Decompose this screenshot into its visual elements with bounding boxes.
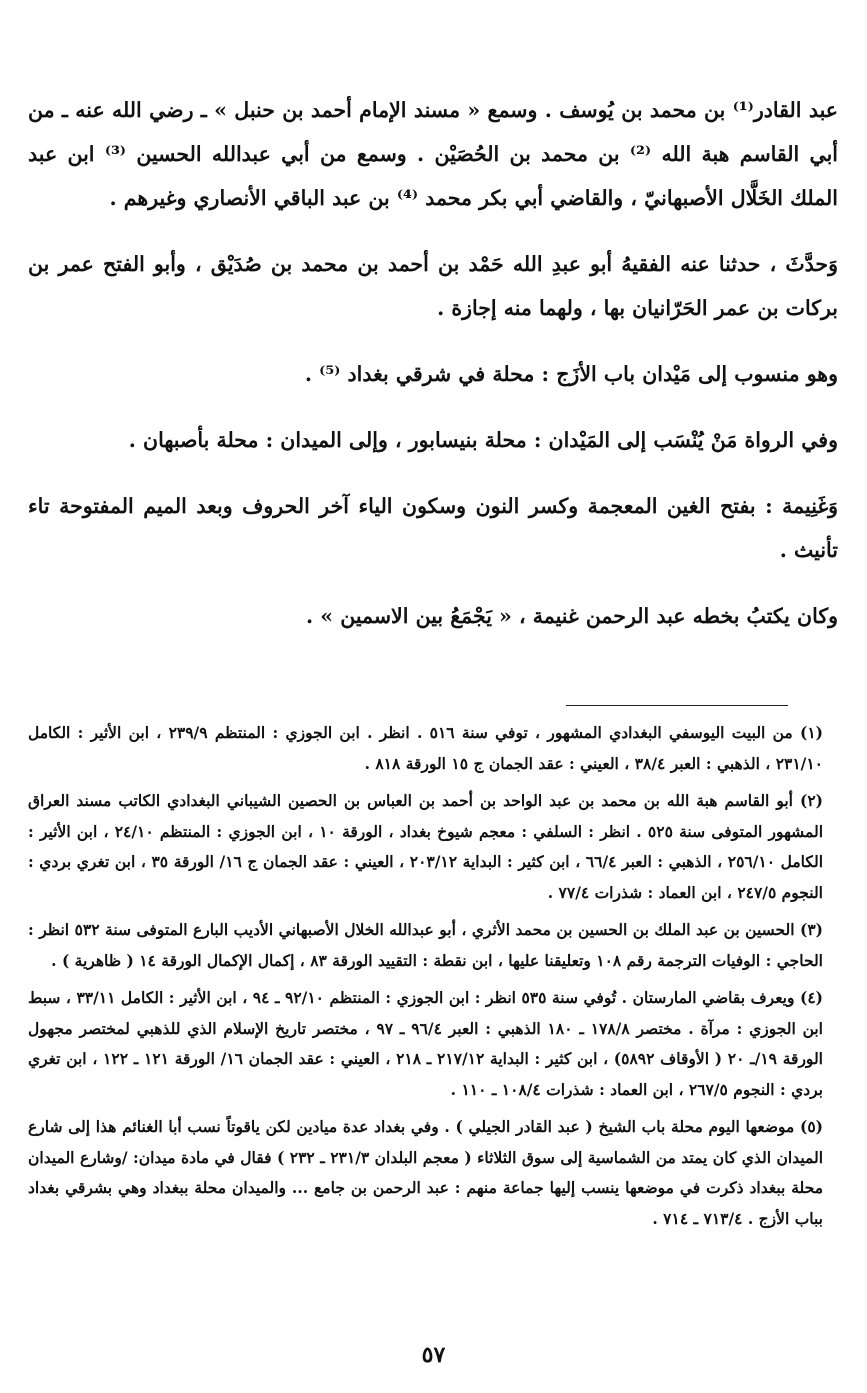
footnotes — [28, 718, 823, 1241]
paragraph: وَحدَّثَ ، حدثنا عنه الفقيهُ أبو عبدِ الله حَمْد بن أحمد بن محمد بن صُدَيْق ، وأبو الفتح عمر بن بركات بن عمر الحَرّانيان بها ، ولهما منه إجازة . — [28, 252, 838, 320]
paragraph: عبد القادر⁽¹⁾ بن محمد بن يُوسف . وسمع « مسند الإمام أحمد بن حنبل » ـ رضي الله عنه ـ من أبي القاسم هبة الله ⁽²⁾ بن محمد بن الحُصَيْن . وسمع من أبي عبدالله الحسين ⁽³⁾ ابن عبد الملك الخَلَّال الأصبهانيّ ، والقاضي أبي بكر محمد ⁽⁴⁾ بن عبد الباقي الأنصاري وغيرهم . — [28, 98, 838, 210]
footnote: (٣) الحسين بن عبد الملك بن الحسين بن محمد الأثري ، أبو عبدالله الخلال الأصبهاني الأديب البارع المتوفى سنة ٥٣٢ انظر : الحاجي : الوفيات الترجمة رقم ١٠٨ وتعليقنا عليها ، ابن نقطة : التقييد الورقة ٨٣ ، إكمال الإكمال الورقة ١٤ ( ظاهرية ) . — [28, 920, 823, 970]
footnote-divider — [566, 705, 788, 706]
paragraph: وهو منسوب إلى مَيْدان باب الأزَج : محلة في شرقي بغداد ⁽⁵⁾ . — [304, 362, 838, 386]
footnote: (٤) ويعرف بقاضي المارستان . تُوفي سنة ٥٣٥ انظر : ابن الجوزي : المنتظم ٩٢/١٠ ـ ٩٤ ، ابن الأثير : الكامل ٣٣/١١ ، سبط ابن الجوزي : مرآة . مختصر ١٧٨/٨ ـ ١٨٠ الذهبي : العبر ٩٦/٤ ـ ٩٧ ، مختصر تاريخ الإسلام الذي للذهبي لمختصر مجهول الورقة ١٩/ـ ٢٠ ( الأوقاف ٥٨٩٢) ، ابن كثير : البداية ٢١٧/١٢ ـ ٢١٨ ، العيني : عقد الجمان ١٦/ الورقة ١٢١ ـ ١٢٢ ، ابن تغري بردي : النجوم ٢٦٧/٥ ، ابن العماد : شذرات ١٠٨/٤ ـ ١١٠ . — [28, 988, 824, 1099]
page-number: ٥٧ — [421, 1342, 446, 1368]
paragraph: وفي الرواة مَنْ يُنْسَب إلى المَيْدان : محلة بنيسابور ، وإلى الميدان : محلة بأصبهان . — [128, 428, 838, 452]
footnote: (٥) موضعها اليوم محلة باب الشيخ ( عبد القادر الجيلي ) . وفي بغداد عدة ميادين لكن ياقوتاً نسب أبا الغنائم هذا إلى شارع الميدان الذي كان يمتد من الشماسية إلى سوق الثلاثاء ( معجم البلدان ٢٣١/٣ ـ ٢٣٢ ) فقال في مادة ميدان: /وشارع الميدان محلة ببغداد ذكرت في موضعها ينسب إليها جماعة منهم : عبد الرحمن بن جامع ... والميدان محلة ببغداد وهي بشرقي بغداد بباب الأزج . ٧١٣/٤ ـ ٧١٤ . — [28, 1117, 823, 1228]
paragraph: وكان يكتبُ بخطه عبد الرحمن غنيمة ، « يَجْمَعُ بين الاسمين » . — [306, 604, 838, 628]
paragraph: وَغَنِيمة : بفتح الغين المعجمة وكسر النون وسكون الياء آخر الحروف وبعد الميم المفتوحة تاء تأنيث . — [28, 494, 838, 562]
footnote: (١) من البيت اليوسفي البغدادي المشهور ، توفي سنة ٥١٦ . انظر . ابن الجوزي : المنتظم ٢٣٩/٩ ، ابن الأثير : الكامل ٢٣١/١٠ ، الذهبي : العبر ٣٨/٤ ، العيني : عقد الجمان ج ١٥ الورقة ٨١٨ . — [28, 723, 824, 773]
footnote: (٢) أبو القاسم هبة الله بن محمد بن عبد الواحد بن أحمد بن العباس بن الحصين الشيباني البغدادي الكاتب مسند العراق المشهور المتوفى سنة ٥٢٥ . انظر : السلفي : معجم شيوخ بغداد ، الورقة ١٠ ، ابن الجوزي : المنتظم ٢٤/١٠ ، ابن الأثير : الكامل ٢٥٦/١٠ ، الذهبي : العبر ٦٦/٤ ، ابن كثير : البداية ٢٠٣/١٢ ، العيني : عقد الجمان ج ١٦/ الورقة ٣٥ ، ابن تغري بردي : النجوم ٢٤٧/٥ ، ابن العماد : شذرات ٧٧/٤ . — [28, 791, 823, 902]
main-text — [28, 88, 838, 660]
